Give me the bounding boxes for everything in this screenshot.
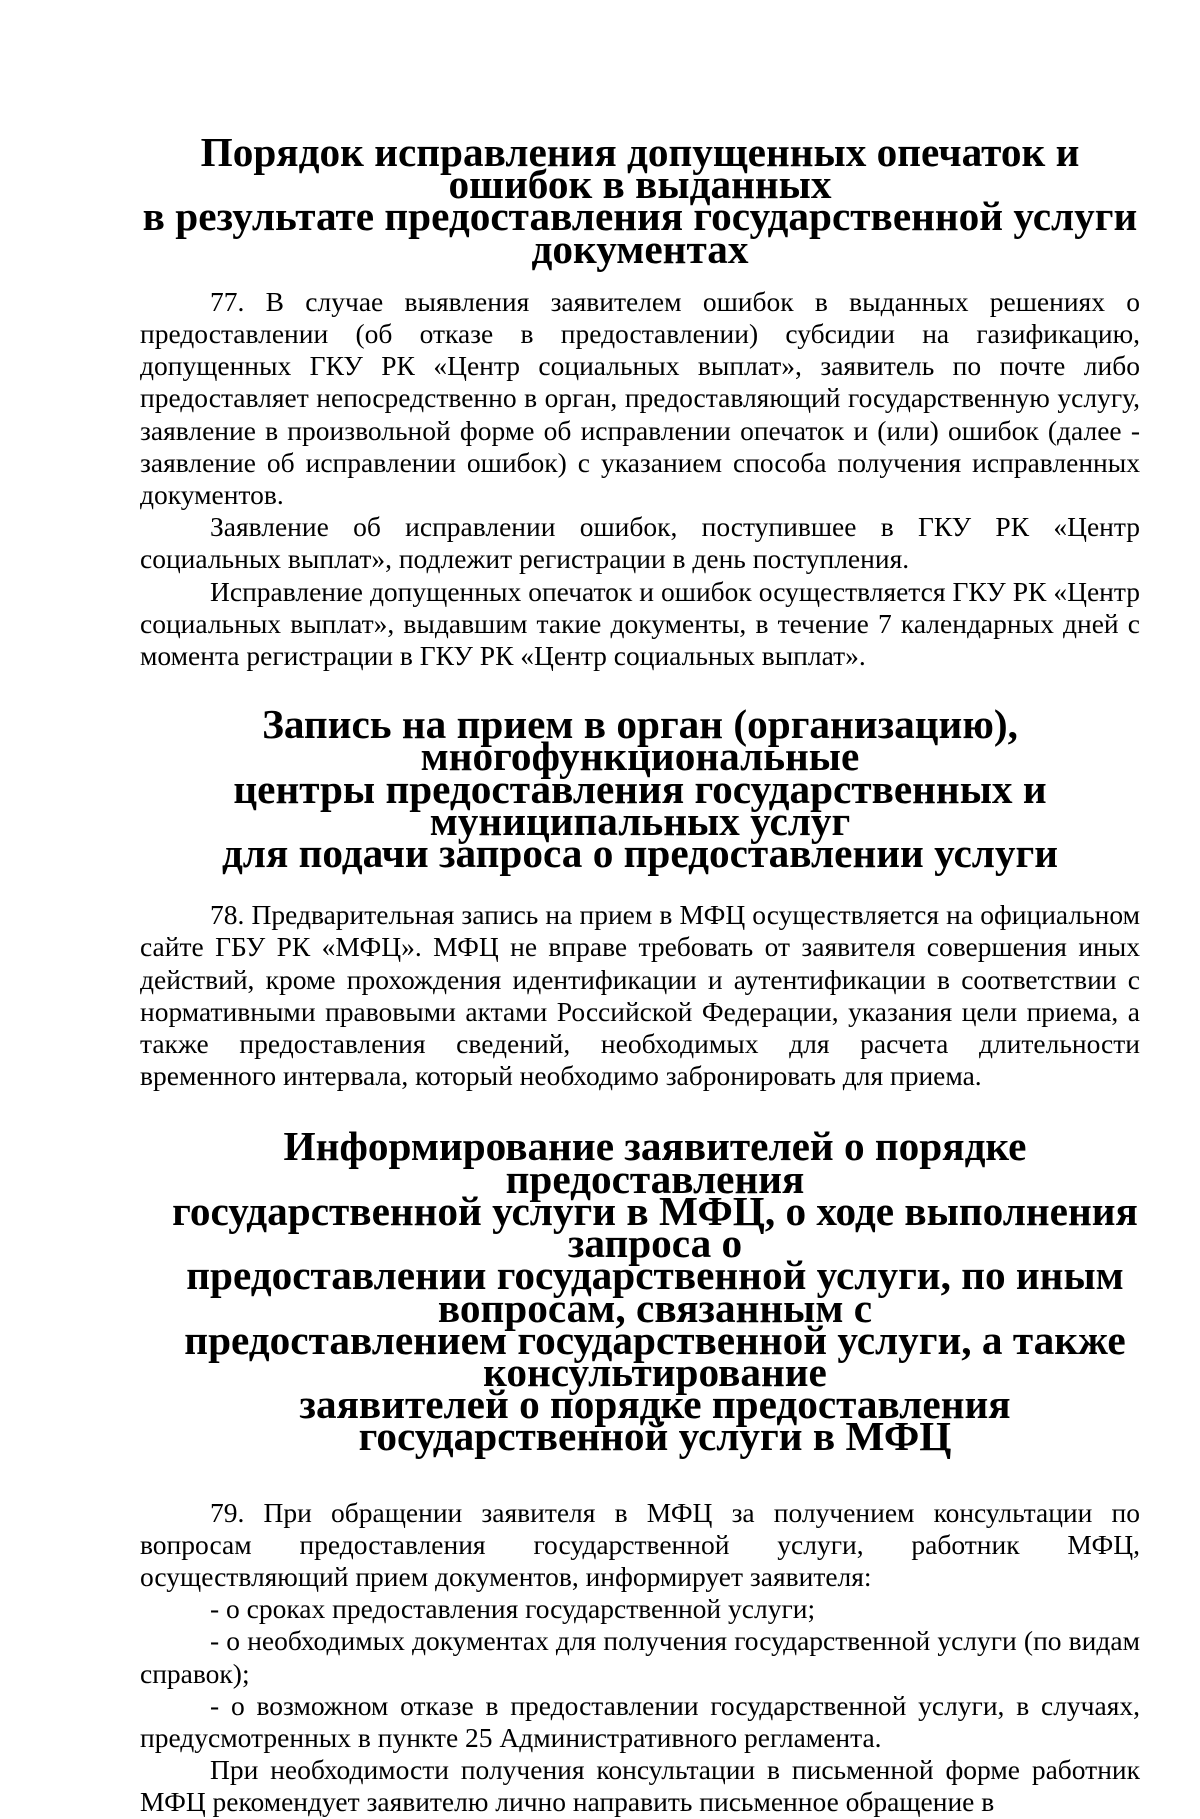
heading-line: заявителей о порядке предоставления государственной услуги в МФЦ (299, 1381, 1011, 1460)
paragraph-79: 79. При обращении заявителя в МФЦ за получением консультации по вопросам предоставления государственной услуги, работник МФЦ, осуществляющий прием документов, информирует заявителя: (140, 1496, 1140, 1592)
list-item-terms: - о сроках предоставления государственной услуги; (210, 1593, 816, 1625)
paragraph-written-consultation: При необходимости получения консультации в письменной форме работник МФЦ рекомендует заявителю лично направить письменное обращение в (140, 1754, 1140, 1818)
list-item-documents: - о необходимых документах для получения государственной услуги (по видам справок); (140, 1625, 1140, 1689)
heading-line: Информирование заявителей о порядке предоставления (283, 1123, 1027, 1202)
list-item-refusal: - о возможном отказе в предоставлении государственной услуги, в случаях, предусмотренных в пункте 25 Административного регламента. (140, 1689, 1140, 1753)
heading-line: в результате предоставления государственной услуги документах (142, 193, 1138, 272)
heading-line: предоставлением государственной услуги, а также консультирование (184, 1316, 1126, 1395)
heading-line: центры предоставления государственных и муниципальных услуг (233, 765, 1047, 844)
heading-line: для подачи запроса о предоставлении услуги (221, 830, 1059, 877)
paragraph-78: 78. Предварительная запись на прием в МФЦ осуществляется на официальном сайте ГБУ РК «МФЦ». МФЦ не вправе требовать от заявителя совершения иных действий, кроме прохождения идентификации и аутентификации в соответствии с нормативными правовыми актами Российской Федерации, указания цели приема, а также предоставления сведений, необходимых для расчета длительности временного интервала, который необходимо забронировать для приема. (140, 899, 1140, 1092)
heading-line: Порядок исправления допущенных опечаток и ошибок в выданных (200, 129, 1080, 208)
paragraph-77-registration: Заявление об исправлении ошибок, поступившее в ГКУ РК «Центр социальных выплат», подлежит регистрации в день поступления. (140, 511, 1140, 575)
section-heading-informing (140, 1123, 1140, 1460)
heading-line: предоставлении государственной услуги, по иным вопросам, связанным с (186, 1252, 1124, 1331)
section-heading-corrections (140, 129, 1140, 272)
paragraph-77-correction-term: Исправление допущенных опечаток и ошибок осуществляется ГКУ РК «Центр социальных выплат», выдавшим такие документы, в течение 7 календарных дней с момента регистрации в ГКУ РК «Центр социальных выплат». (140, 575, 1140, 672)
paragraph-77: 77. В случае выявления заявителем ошибок в выданных решениях о предоставлении (об отказе в предоставлении) субсидии на газификацию, допущенных ГКУ РК «Центр социальных выплат», заявитель по почте либо предоставляет непосредственно в орган, предоставляющий государственную услугу, заявление в произвольной форме об исправлении опечаток и (или) ошибок (далее - заявление об исправлении ошибок) с указанием способа получения исправленных документов. (140, 285, 1140, 511)
heading-line: государственной услуги в МФЦ, о ходе выполнения запроса о (172, 1187, 1138, 1267)
section-heading-appointment (140, 701, 1140, 877)
document-page (140, 129, 1140, 1819)
heading-line: Запись на прием в орган (организацию), многофункциональные (262, 701, 1018, 780)
